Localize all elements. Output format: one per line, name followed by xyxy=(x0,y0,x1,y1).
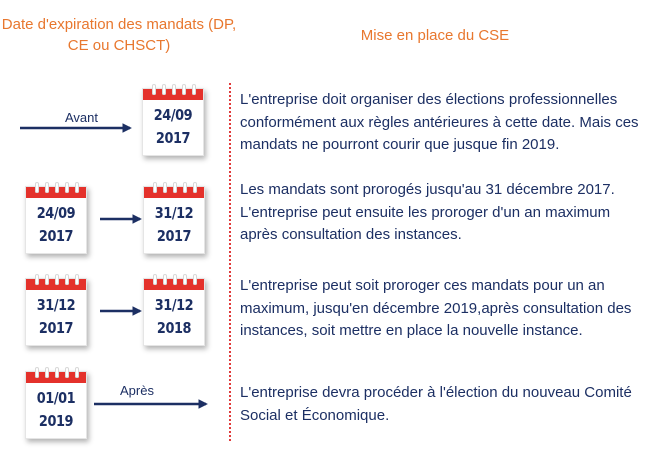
description-row1: L'entreprise doit organiser des élections professionnelles conformément aux règles antérieures à cette date. Mais ces mandats ne pourront courir que jusque fin 2019. xyxy=(240,91,639,153)
calendar-year: 2017 xyxy=(38,319,74,337)
description-row4: L'entreprise devra procéder à l'élection du nouveau Comité Social et Économique. xyxy=(240,384,632,424)
calendar-year: 2017 xyxy=(155,129,191,147)
description-row2: Les mandats sont prorogés jusqu'au 31 décembre 2017. L'entreprise peut ensuite les proroger d'un an maximum après consultation des instances. xyxy=(240,181,615,243)
calendar-row1 xyxy=(142,88,204,156)
calendar-year: 2017 xyxy=(156,227,192,245)
calendar-row3-start xyxy=(25,278,87,346)
header-expiration-date: Date d'expiration des mandats (DP, CE ou CHSCT) xyxy=(1,16,237,54)
calendar-date: 31/12 xyxy=(154,204,194,222)
calendar-row2-start xyxy=(25,186,87,254)
calendar-date: 24/09 xyxy=(36,204,76,222)
label-after: Après xyxy=(120,383,154,398)
calendar-year: 2017 xyxy=(38,227,74,245)
header-cse-setup: Mise en place du CSE xyxy=(360,27,510,44)
calendar-year: 2019 xyxy=(38,412,74,430)
calendar-date: 01/01 xyxy=(36,389,76,407)
calendar-date: 31/12 xyxy=(154,296,194,314)
description-row3: L'entreprise peut soit proroger ces mandats pour un an maximum, jusqu'en décembre 2019,après consultation des instances, soit mettre en place la nouvelle instance. xyxy=(240,277,632,339)
calendar-row4 xyxy=(25,371,87,439)
calendar-row3-end xyxy=(143,278,205,346)
calendar-date: 31/12 xyxy=(36,296,76,314)
calendar-date: 24/09 xyxy=(153,106,193,124)
calendar-year: 2018 xyxy=(156,319,192,337)
label-before: Avant xyxy=(65,110,99,125)
calendar-row2-end xyxy=(143,186,205,254)
